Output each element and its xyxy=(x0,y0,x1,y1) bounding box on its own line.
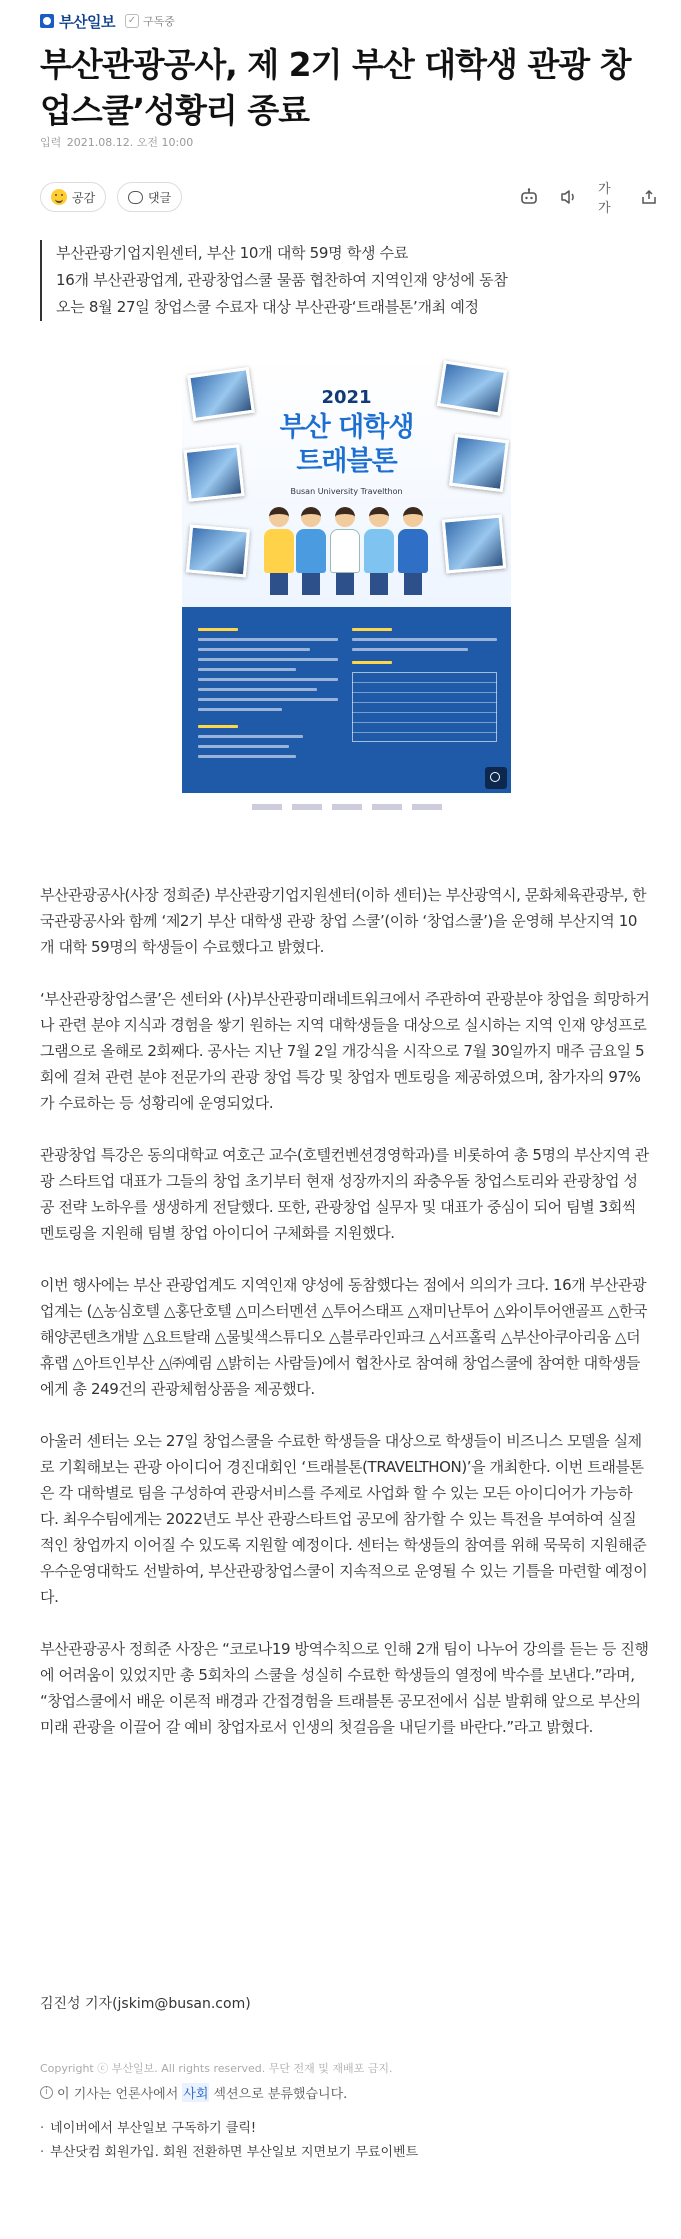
article-body xyxy=(40,882,650,1766)
classified-suffix: 섹션으로 분류했습니다. xyxy=(213,2087,348,2102)
body-paragraph: 아울러 센터는 오는 27일 창업스쿨을 수료한 학생들을 대상으로 학생들이 비즈니스 모델을 실제로 기획해보는 관광 아이디어 경진대회인 ‘트래블톤(TRAVELTHON)’을 개최한다. 이번 트래블톤은 각 대학별로 팀을 구성하여 관광서비스를 주제로 사업화 할 수 있는 모든 아이디어가 가능하다. 최우수팀에게는 2022년도 부산 관광스타트업 공모에 참가할 수 있는 특전을 부여하여 실질적인 창업까지 이어질 수 있도록 지원할 예정이다. 센터는 학생들의 참여를 위해 묵묵히 지원해준 우수운영대학도 선발하여, 부산관광창업스쿨이 지속적으로 운영될 수 있는 기틀을 마련할 예정이다. xyxy=(40,1432,648,1606)
date-label: 입력 xyxy=(40,136,62,149)
react-label: 공감 xyxy=(72,190,96,205)
article-dateline xyxy=(40,134,193,150)
subscribe-label: 구독중 xyxy=(142,15,175,28)
tourism-photo xyxy=(442,514,506,573)
body-paragraph: 관광창업 특강은 동의대학교 여호근 교수(호텔컨벤션경영학과)를 비롯하여 총 5명의 부산지역 관광 스타트업 대표가 그들의 창업 초기부터 현재 성장까지의 좌충우돌 창업스토리와 관광창업 성공 전략 노하우를 생생하게 전달했다. 또한, 관광창업 실무자 및 대표가 중심이 되어 팀별 3회씩 멘토링을 지원해 팀별 창업 아이디어 구체화를 지원했다. xyxy=(40,1146,649,1242)
student-illustration xyxy=(362,507,396,597)
speaker-icon[interactable] xyxy=(558,186,580,208)
reporter-byline: 김진성 기자(jskim@busan.com) xyxy=(40,1996,251,2012)
article-summary xyxy=(40,240,640,321)
poster-info-right xyxy=(352,621,497,742)
press-name: 부산일보 xyxy=(59,12,115,31)
poster-sponsor-logos xyxy=(182,793,511,821)
article-photo[interactable] xyxy=(182,357,511,821)
classified-prefix: 이 기사는 언론사에서 xyxy=(57,2087,179,2102)
summary-line: 16개 부산관광업계, 관광창업스쿨 물품 협찬하여 지역인재 양성에 동참 xyxy=(56,271,508,289)
student-illustration xyxy=(396,507,430,597)
zoom-icon[interactable] xyxy=(485,767,507,789)
info-icon: i xyxy=(40,2086,53,2099)
comment-label: 댓글 xyxy=(148,190,172,205)
summary-line: 부산관광기업지원센터, 부산 10개 대학 59명 학생 수료 xyxy=(56,244,409,262)
student-illustration xyxy=(262,507,296,597)
copyright-notice: Copyright ⓒ 부산일보. All rights reserved. 무단 전재 및 재배포 금지. xyxy=(40,2062,393,2075)
press-logo[interactable] xyxy=(40,11,115,32)
article-actions xyxy=(40,182,660,214)
font-size-button[interactable]: 가가 xyxy=(598,182,611,216)
student-illustration xyxy=(294,507,328,597)
poster-subtitle: Busan University Travelthon xyxy=(290,487,403,496)
press-bar xyxy=(40,8,175,34)
check-icon: ✓ xyxy=(125,14,139,28)
comment-button[interactable] xyxy=(117,182,182,212)
promo-link[interactable]: · 부산닷컴 회원가입. 회원 전환하면 부산일보 지면보기 무료이벤트 xyxy=(40,2141,418,2160)
summary-line: 오는 8월 27일 창업스쿨 수료자 대상 부산관광‘트래블톤’개최 예정 xyxy=(56,298,479,316)
share-icon[interactable] xyxy=(638,186,660,208)
tourism-photo xyxy=(186,524,250,577)
body-paragraph: ‘부산관광창업스쿨’은 센터와 (사)부산관광미래네트워크에서 주관하여 관광분야 창업을 희망하거나 관련 분야 지식과 경험을 쌓기 원하는 지역 대학생들을 대상으로 실시하는 지역 인재 양성프로그램으로 올해로 2회째다. 공사는 지난 7월 2일 개강식을 시작으로 7월 30일까지 매주 금요일 5회에 걸쳐 관련 분야 전문가의 관광 창업 특강 및 창업자 멘토링을 제공하였으며, 참가자의 97%가 수료하는 등 성황리에 운영되었다. xyxy=(40,990,650,1112)
poster-year: 2021 xyxy=(321,387,372,408)
body-paragraph: 이번 행사에는 부산 관광업계도 지역인재 양성에 동참했다는 점에서 의의가 크다. 16개 부산관광업계는 (△농심호텔 △홍단호텔 △미스터멘션 △투어스태프 △재미난투어 △와이투어앤골프 △한국해양콘텐츠개발 △요트탈래 △물빛색스튜디오 △블루라인파크 △서프홀릭 △부산아쿠아리움 △더휴랩 △아트인부산 △㈜예림 △밝히는 사람들)에서 협찬사로 참여해 창업스쿨에 참여한 대학생들에게 총 249건의 관광체험상품을 제공했다. xyxy=(40,1276,648,1398)
summary-bot-icon[interactable] xyxy=(518,186,540,208)
smile-icon xyxy=(51,189,67,205)
body-paragraph: 부산관광공사 정희준 사장은 “코로나19 방역수칙으로 인해 2개 팀이 나누어 강의를 듣는 등 진행에 어려움이 있었지만 총 5회차의 스쿨을 성실히 수료한 학생들의 열정에 박수를 보낸다.”라며, “창업스쿨에서 배운 이론적 배경과 간접경험을 트래블톤 공모전에서 십분 발휘해 앞으로 부산의 미래 관광을 이끌어 갈 예비 창업자로서 인생의 첫걸음을 내딛기를 바란다.”라고 밝혔다. xyxy=(40,1640,649,1736)
date-value: 2021.08.12. 오전 10:00 xyxy=(66,136,194,149)
student-illustration xyxy=(328,507,362,597)
article-title: 부산관광공사, 제 2기 부산 대학생 관광 창업스쿨’성황리 종료 xyxy=(40,45,631,130)
react-button[interactable] xyxy=(40,182,106,212)
body-paragraph: 부산관광공사(사장 정희준) 부산관광기업지원센터(이하 센터)는 부산광역시, 문화체육관광부, 한국관광공사와 함께 ‘제2기 부산 대학생 관광 창업 스쿨’(이하 ‘창업스쿨’)을 운영해 부산지역 10개 대학 59명의 학생들이 수료했다고 밝혔다. xyxy=(40,886,647,956)
article-tools xyxy=(518,182,660,216)
press-logo-icon xyxy=(40,14,54,28)
subscribe-button[interactable] xyxy=(125,13,175,29)
section-link[interactable]: 사회 xyxy=(182,2083,209,2102)
poster-title-line: 부산 대학생 xyxy=(279,412,414,443)
section-classification xyxy=(40,2083,347,2102)
comment-bubble-icon xyxy=(128,191,143,204)
poster-title xyxy=(182,411,511,479)
poster-info-left xyxy=(198,621,338,765)
poster-title-line: 트래블톤 xyxy=(296,446,397,477)
promo-link[interactable]: · 네이버에서 부산일보 구독하기 클릭! xyxy=(40,2117,256,2136)
